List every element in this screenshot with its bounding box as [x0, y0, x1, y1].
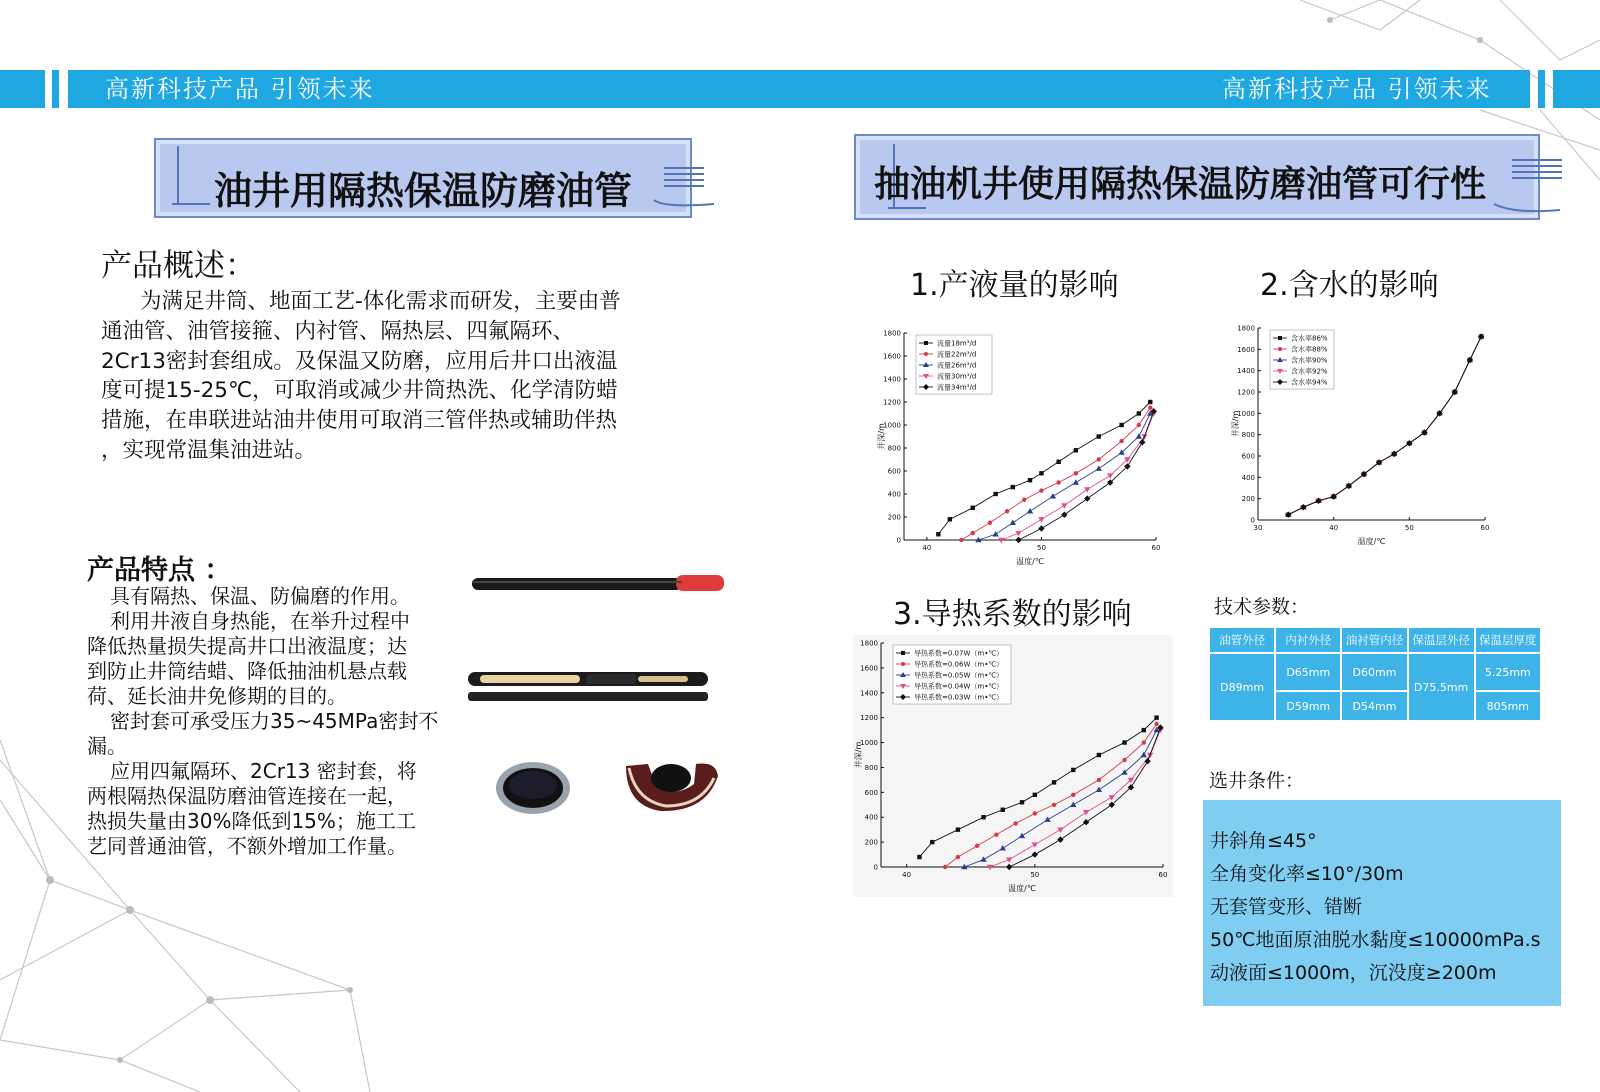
data-point [1097, 753, 1101, 757]
data-point [1478, 333, 1484, 339]
data-point [901, 662, 905, 666]
legend [916, 335, 992, 394]
x-tick-label: 50 [1036, 544, 1046, 552]
data-point [1057, 827, 1063, 832]
x-axis-label: 温度/℃ [1016, 557, 1044, 566]
data-point [1033, 811, 1037, 815]
header-slogan-right: 高新科技产品 引领未来 [1222, 75, 1492, 103]
data-point [1406, 440, 1412, 446]
data-point [1071, 768, 1075, 772]
feature-line: 应用四氟隔环、2Cr13 密封套，将 [110, 759, 417, 783]
data-point [1084, 487, 1090, 492]
data-point [1300, 504, 1306, 510]
data-point [924, 352, 928, 356]
data-point [1033, 793, 1037, 797]
data-point [1278, 336, 1282, 340]
legend-entry: 导热系数=0.04W（m•℃） [914, 682, 1004, 691]
chart3-title: 3.导热系数的影响 [893, 597, 1132, 632]
data-point [948, 517, 952, 521]
data-point [1057, 836, 1063, 842]
data-point [1039, 488, 1043, 492]
data-point [1137, 411, 1141, 415]
data-point [1136, 433, 1142, 438]
data-point [1084, 495, 1090, 501]
legend-entry: 含水率90% [1291, 356, 1328, 365]
param-liner-id: D60mm [1341, 653, 1407, 691]
data-point [1015, 537, 1021, 543]
y-tick-label: 600 [887, 467, 901, 476]
data-point [1013, 821, 1017, 825]
legend-entry: 导热系数=0.07W（m•℃） [914, 649, 1004, 658]
data-point [1144, 758, 1150, 764]
data-point [1032, 842, 1038, 847]
features-heading: 产品特点 ： [87, 555, 232, 586]
y-axis-label: 井深/m [1231, 410, 1240, 438]
feature-line: 降低热量损失提高井口出液温度；达 [87, 634, 407, 658]
data-point [1028, 478, 1032, 482]
data-point [1142, 740, 1146, 744]
x-tick-label: 60 [1158, 871, 1168, 879]
param-header: 保温层外径 [1408, 627, 1475, 653]
legend-entry: 导热系数=0.06W（m•℃） [914, 660, 1004, 669]
data-point [1032, 851, 1038, 857]
data-point [1154, 715, 1158, 719]
data-point [959, 538, 963, 542]
param-insul-od: D75.5mm [1408, 653, 1475, 721]
y-axis-label: 井深/m [854, 741, 863, 769]
data-point [1000, 845, 1006, 850]
y-tick-label: 1200 [860, 714, 878, 723]
data-point [971, 506, 975, 510]
legend-entry: 含水率88% [1291, 345, 1328, 354]
chart-water-cut [1230, 320, 1495, 550]
y-tick-label: 0 [896, 536, 901, 545]
data-point [1001, 808, 1005, 812]
overview-line: ，实现常温集油进站。 [101, 438, 317, 463]
data-point [1109, 795, 1115, 800]
y-tick-label: 0 [873, 863, 878, 872]
data-point [1038, 517, 1044, 522]
x-tick-label: 60 [1480, 524, 1490, 532]
legend-entry: 含水率94% [1291, 378, 1328, 387]
legend-entry: 流量26m³/d [937, 361, 977, 370]
data-point [924, 341, 928, 345]
legend [893, 645, 1011, 704]
y-tick-label: 0 [1250, 516, 1255, 525]
legend-entry: 流量18m³/d [937, 339, 977, 348]
y-tick-label: 1400 [860, 689, 878, 698]
data-point [1006, 864, 1012, 870]
data-point [1073, 479, 1079, 484]
x-axis-label: 温度/℃ [1357, 537, 1386, 546]
data-point [1039, 471, 1043, 475]
x-axis-label: 温度/℃ [1008, 884, 1036, 893]
series [998, 411, 1157, 543]
data-point [1097, 457, 1101, 461]
data-point [917, 855, 921, 859]
y-tick-label: 1400 [1237, 367, 1255, 376]
y-axis-label: 井深/m [877, 423, 886, 450]
param-header: 油衬管内径 [1341, 627, 1407, 653]
data-point [936, 532, 940, 536]
data-point [1278, 347, 1282, 351]
condition-line: 全角变化率≤10°/30m [1210, 863, 1404, 885]
data-point [1050, 493, 1056, 498]
chart1-title: 1.产液量的影响 [910, 268, 1119, 303]
legend-entry: 流量22m³/d [937, 350, 977, 359]
data-point [1096, 787, 1102, 792]
y-tick-label: 1600 [883, 352, 901, 361]
data-point [1139, 439, 1145, 445]
param-insul-thk: 5.25mm [1475, 653, 1541, 691]
data-point [901, 651, 905, 655]
condition-line: 动液面≤1000m，沉没度≥200m [1210, 962, 1497, 984]
legend [1270, 330, 1334, 389]
feature-line: 到防止井筒结蜡、降低抽油机悬点载 [87, 659, 407, 683]
x-tick-label: 50 [1404, 524, 1414, 532]
param-liner-id: D54mm [1341, 691, 1407, 721]
left-title: 油井用隔热保温防磨油管 [214, 169, 633, 213]
param-tubing-od: D89mm [1209, 653, 1275, 721]
data-point [1044, 817, 1050, 822]
chart2-title: 2.含水的影响 [1260, 268, 1439, 303]
y-tick-label: 600 [864, 788, 878, 797]
data-point [1056, 480, 1060, 484]
data-point [1011, 485, 1015, 489]
y-tick-label: 800 [864, 763, 878, 772]
condition-line: 无套管变形、错断 [1210, 896, 1363, 918]
overview-line: 为满足井筒、地面工艺-体化需求而研发，主要由普 [140, 289, 621, 314]
data-point [1083, 810, 1089, 815]
data-point [975, 844, 979, 848]
data-point [956, 827, 960, 831]
y-tick-label: 800 [1241, 431, 1255, 440]
x-tick-label: 50 [1030, 871, 1040, 879]
y-tick-label: 1600 [860, 664, 878, 673]
series-line [978, 414, 1150, 541]
data-point [992, 531, 998, 536]
y-tick-label: 1000 [883, 421, 901, 430]
y-tick-label: 200 [1241, 495, 1255, 504]
tech-params-table [1208, 626, 1542, 722]
series [987, 728, 1164, 870]
y-tick-label: 400 [864, 813, 878, 822]
data-point [1148, 400, 1152, 404]
data-point [1010, 520, 1016, 525]
feature-line: 两根隔热保温防磨油管连接在一起， [87, 784, 407, 808]
header-band-right [1553, 70, 1600, 108]
tubing-photo-1 [470, 570, 730, 600]
data-point [1122, 740, 1126, 744]
chart-flow-rate [876, 325, 1166, 570]
param-header: 内衬外径 [1275, 627, 1341, 653]
data-point [971, 531, 975, 535]
data-point [1452, 389, 1458, 395]
y-tick-label: 200 [864, 838, 878, 847]
data-point [930, 840, 934, 844]
feature-line: 利用井液自身热能，在举升过程中 [110, 609, 410, 633]
data-point [994, 832, 998, 836]
overview-line: 度可提15-25℃，可取消或减少井筒热洗、化学清防蜡 [101, 378, 618, 403]
condition-line: 井斜角≤45° [1210, 830, 1317, 852]
series [975, 410, 1153, 542]
data-point [1027, 508, 1033, 513]
data-point [1097, 778, 1101, 782]
legend-entry: 流量34m³/d [937, 383, 977, 392]
legend-entry: 含水率92% [1291, 367, 1328, 376]
data-point [1119, 423, 1123, 427]
y-tick-label: 1000 [860, 739, 878, 748]
chart-thermal-conductivity [853, 635, 1173, 897]
x-tick-label: 40 [922, 544, 932, 552]
y-tick-label: 1000 [1237, 409, 1255, 418]
overview-line: 2Cr13密封套组成。及保温又防磨，应用后井口出液温 [101, 349, 618, 374]
data-point [1154, 722, 1158, 726]
data-point [988, 521, 992, 525]
y-tick-label: 1800 [1237, 324, 1255, 333]
feature-line: 荷、延长油井免修期的目的。 [87, 684, 347, 708]
data-point [1074, 471, 1078, 475]
overview-heading: 产品概述： [101, 248, 256, 284]
data-point [1070, 802, 1076, 807]
y-tick-label: 1800 [860, 639, 878, 648]
param-liner-od: D59mm [1275, 691, 1341, 721]
data-point [993, 492, 997, 496]
data-point [981, 815, 985, 819]
series-line [919, 718, 1156, 857]
feature-line: 密封套可承受压力35~45MPa密封不 [110, 709, 439, 733]
data-point [1020, 800, 1024, 804]
legend-entry: 导热系数=0.05W（m•℃） [914, 671, 1004, 680]
data-point [1122, 758, 1126, 762]
overview-line: 措施，在串联进站油井使用可取消三管伴热或辅助伴热 [101, 408, 618, 433]
seal-ring-photo [496, 756, 746, 816]
y-tick-label: 1200 [1237, 388, 1255, 397]
condition-line: 50℃地面原油脱水黏度≤10000mPa.s [1210, 929, 1541, 951]
feature-line: 艺同普通油管，不额外增加工作量。 [87, 834, 407, 858]
data-point [980, 856, 986, 861]
y-tick-label: 1200 [883, 398, 901, 407]
series [961, 727, 1160, 869]
data-point [1137, 423, 1141, 427]
legend-entry: 含水率86% [1291, 334, 1328, 343]
x-tick-label: 40 [902, 871, 912, 879]
data-point [1141, 752, 1147, 757]
data-point [1119, 439, 1123, 443]
header-band-left-bar [52, 70, 59, 108]
y-tick-label: 1600 [1237, 345, 1255, 354]
header-slogan-left: 高新科技产品 引领未来 [105, 75, 375, 103]
y-tick-label: 600 [1241, 452, 1255, 461]
data-point [1148, 406, 1152, 410]
data-point [956, 855, 960, 859]
legend-entry: 流量30m³/d [937, 372, 977, 381]
data-point [1107, 473, 1113, 478]
data-point [1097, 434, 1101, 438]
y-tick-label: 400 [1241, 473, 1255, 482]
data-point [1061, 512, 1067, 518]
data-point [1074, 448, 1078, 452]
data-point [1330, 493, 1336, 499]
data-point [1391, 451, 1397, 457]
data-point [1052, 803, 1056, 807]
legend-entry: 导热系数=0.03W（m•℃） [914, 693, 1004, 702]
data-point [1061, 503, 1067, 508]
overview-line: 通油管、油管接箍、内衬管、隔热层、四氟隔环、 [101, 319, 575, 344]
right-title: 抽油机井使用隔热保温防磨油管可行性 [874, 164, 1487, 205]
well-conditions-label: 选井条件： [1209, 770, 1305, 792]
data-point [1315, 498, 1321, 504]
data-point [1071, 793, 1075, 797]
data-point [1142, 728, 1146, 732]
data-point [1096, 466, 1102, 471]
data-point [1083, 819, 1089, 825]
data-point [1038, 525, 1044, 531]
tech-params-label: 技术参数： [1214, 596, 1310, 618]
header-band-left [0, 70, 45, 108]
data-point [1022, 498, 1026, 502]
header-band-right-bar [1538, 70, 1545, 108]
x-tick-label: 30 [1253, 524, 1263, 532]
param-insul-thk: 805mm [1475, 691, 1541, 721]
tubing-photo-2 [466, 668, 716, 708]
series-line [964, 730, 1156, 867]
series [936, 400, 1152, 537]
y-tick-label: 1400 [883, 375, 901, 384]
data-point [1005, 509, 1009, 513]
data-point [1467, 357, 1473, 363]
data-point [1285, 511, 1291, 517]
feature-line: 具有隔热、保温、防偏磨的作用。 [110, 584, 410, 608]
y-tick-label: 800 [887, 444, 901, 453]
feature-line: 热损失量由30%降低到15%；施工工 [87, 809, 416, 833]
param-liner-od: D65mm [1275, 653, 1341, 691]
param-header: 保温层厚度 [1475, 627, 1541, 653]
data-point [1052, 780, 1056, 784]
param-header: 油管外径 [1209, 627, 1275, 653]
feature-line: 漏。 [87, 734, 127, 758]
x-tick-label: 60 [1151, 544, 1161, 552]
y-tick-label: 400 [887, 490, 901, 499]
y-tick-label: 200 [887, 513, 901, 522]
data-point [1056, 460, 1060, 464]
x-tick-label: 40 [1329, 524, 1339, 532]
y-tick-label: 1800 [883, 329, 901, 338]
data-point [943, 865, 947, 869]
data-point [1019, 833, 1025, 838]
